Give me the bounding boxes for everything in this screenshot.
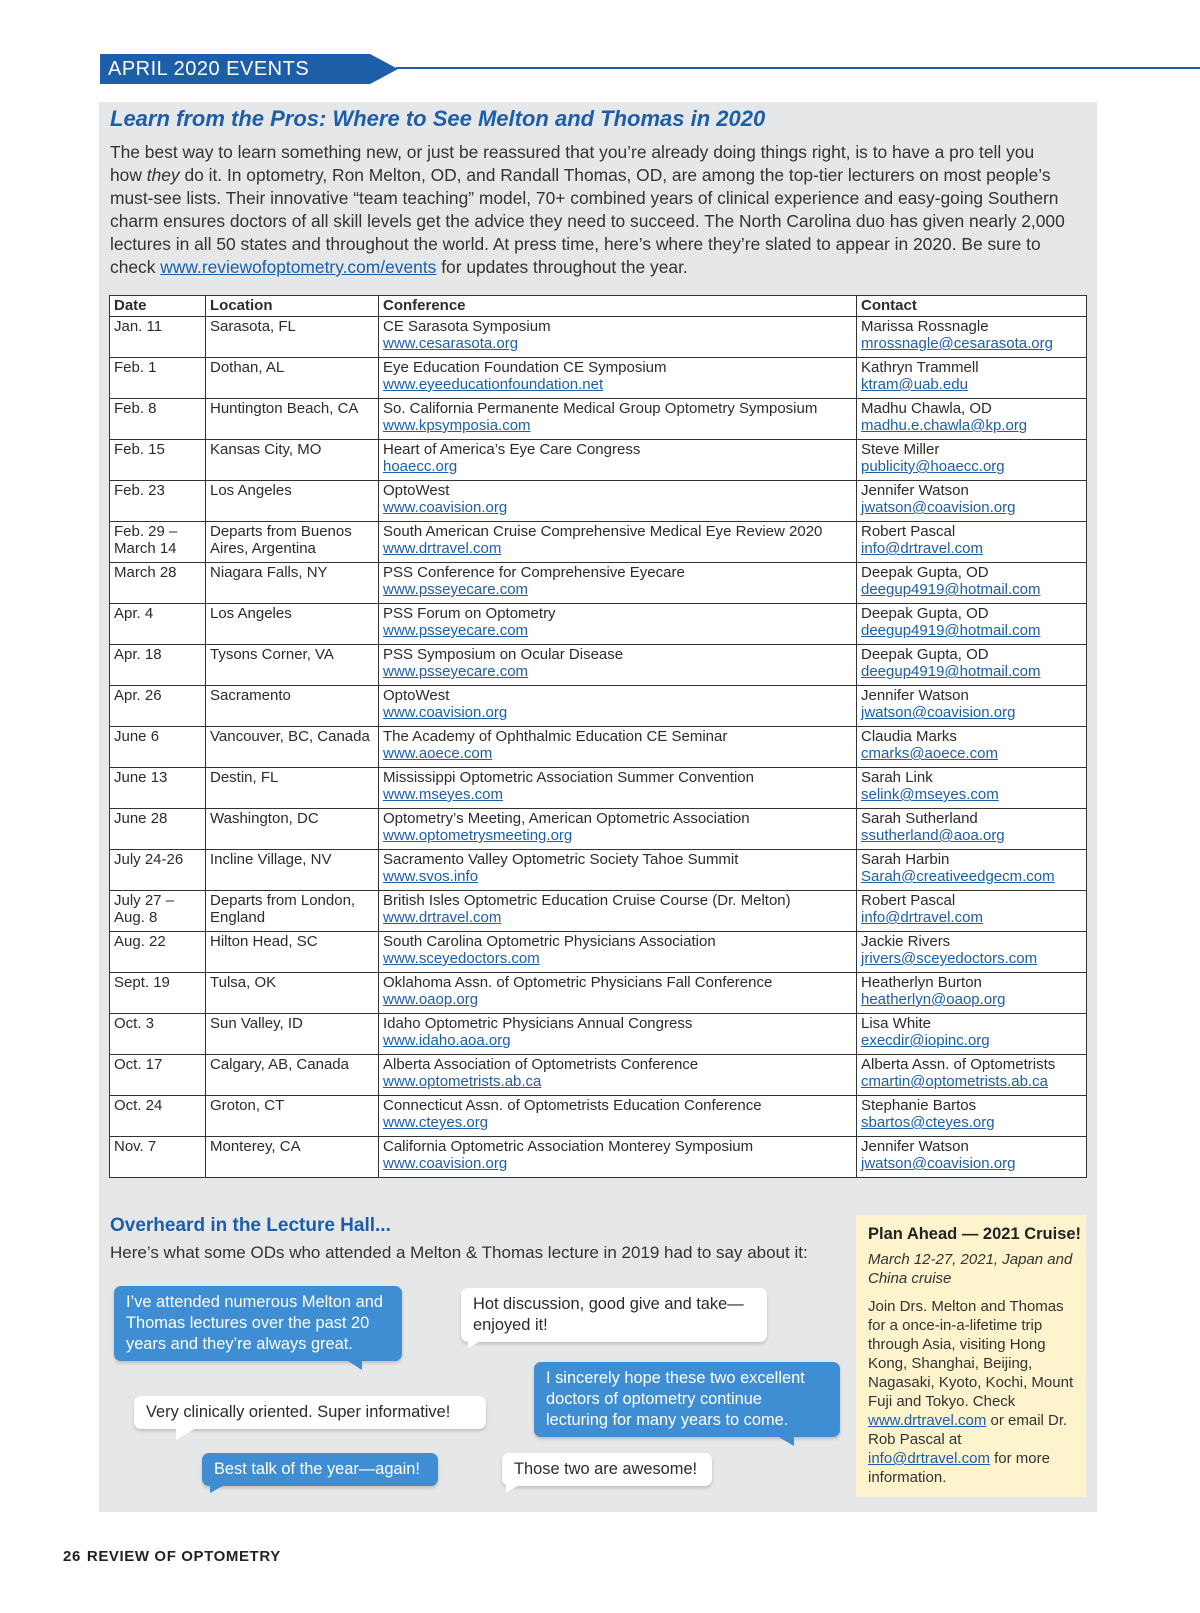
contact-name: Steve Miller — [861, 441, 940, 458]
section-banner — [100, 54, 398, 84]
event-date: June 28 — [114, 810, 168, 827]
conference-name: South Carolina Optometric Physicians Association — [383, 933, 716, 950]
cell-conference — [379, 1096, 857, 1137]
bubble-tail — [468, 1336, 490, 1348]
contact-name: Deepak Gupta, OD — [861, 564, 989, 581]
conference-link[interactable]: www.svos.info — [383, 868, 479, 885]
contact-name: Jennifer Watson — [861, 687, 969, 704]
conference-name: Connecticut Assn. of Optometrists Education Conference — [383, 1097, 762, 1114]
cell-date — [110, 1055, 206, 1096]
event-date: July 24-26 — [114, 851, 184, 868]
event-location: Groton, CT — [210, 1097, 285, 1114]
cell-location — [206, 768, 379, 809]
contact-name: Kathryn Trammell — [861, 359, 979, 376]
event-date: Aug. 22 — [114, 933, 166, 950]
cell-contact — [857, 1014, 1087, 1055]
contact-email-link[interactable]: selink@mseyes.com — [861, 786, 999, 803]
cell-location — [206, 686, 379, 727]
conference-name: CE Sarasota Symposium — [383, 318, 551, 335]
conference-link[interactable]: www.cteyes.org — [383, 1114, 489, 1131]
event-date: Feb. 8 — [114, 400, 157, 417]
cell-date — [110, 891, 206, 932]
conference-name: Heart of America’s Eye Care Congress — [383, 441, 641, 458]
event-location: Kansas City, MO — [210, 441, 322, 458]
conference-link[interactable]: www.coavision.org — [383, 499, 508, 516]
conference-name: Idaho Optometric Physicians Annual Congress — [383, 1015, 693, 1032]
cell-location — [206, 1137, 379, 1178]
overheard-title: Overheard in the Lecture Hall... — [110, 1215, 391, 1236]
conference-link[interactable]: www.optometrists.ab.ca — [383, 1073, 542, 1090]
cell-conference — [379, 768, 857, 809]
table-row — [110, 440, 1087, 481]
event-location: Calgary, AB, Canada — [210, 1056, 349, 1073]
conference-name: OptoWest — [383, 482, 450, 499]
table-row — [110, 768, 1087, 809]
bubble-tail — [506, 1483, 522, 1493]
contact-email-link[interactable]: deegup4919@hotmail.com — [861, 581, 1041, 598]
quote-bubble — [461, 1288, 767, 1342]
table-row — [110, 973, 1087, 1014]
contact-email-link[interactable]: jwatson@coavision.org — [861, 499, 1016, 516]
cell-date — [110, 809, 206, 850]
cell-date — [110, 440, 206, 481]
event-location: Incline Village, NV — [210, 851, 332, 868]
conference-link[interactable]: www.coavision.org — [383, 704, 508, 721]
cell-conference — [379, 891, 857, 932]
cell-location — [206, 604, 379, 645]
cell-location — [206, 727, 379, 768]
event-date: Oct. 3 — [114, 1015, 155, 1032]
cell-date — [110, 1014, 206, 1055]
intro-text-2: do it. In optometry, Ron Melton, OD, and Randall Thomas, OD, are among the top-tier lecturers on most people’s must-see lists. Their innovative “team teaching” model, 70+ combined years of clinical experience and easy-going Southern charm ensures doctors of all skill levels get the advice they need to succeed. The North Carolina duo has given nearly 2,000 lectures in all 50 states and throughout the world. At press time, here’s where they’re slated to appear in 2020. Be sure to check — [110, 165, 1065, 277]
cell-date — [110, 1096, 206, 1137]
event-location: Vancouver, BC, Canada — [210, 728, 370, 745]
cell-conference — [379, 973, 857, 1014]
cruise-text-3: for more information. — [868, 1450, 1050, 1486]
contact-name: Claudia Marks — [861, 728, 957, 745]
conference-link[interactable]: www.aoece.com — [383, 745, 493, 762]
table-row — [110, 522, 1087, 563]
contact-email-link[interactable]: deegup4919@hotmail.com — [861, 663, 1041, 680]
cell-conference — [379, 358, 857, 399]
contact-name: Jennifer Watson — [861, 482, 969, 499]
bubble-tail — [176, 1428, 196, 1440]
events-table — [109, 295, 1087, 1178]
drtravel-email-link[interactable]: info@drtravel.com — [868, 1450, 990, 1467]
cruise-description — [868, 1297, 1080, 1487]
conference-name: Optometry’s Meeting, American Optometric Association — [383, 810, 750, 827]
conference-link[interactable]: www.eyeeducationfoundation.net — [383, 376, 604, 393]
intro-text-3: for updates throughout the year. — [436, 257, 688, 277]
header-date: Date — [110, 296, 206, 317]
cell-conference — [379, 440, 857, 481]
cell-contact — [857, 399, 1087, 440]
events-link[interactable]: www.reviewofoptometry.com/events — [160, 257, 437, 277]
contact-email-link[interactable]: ssutherland@aoa.org — [861, 827, 1005, 844]
conference-name: California Optometric Association Monterey Symposium — [383, 1138, 754, 1155]
cell-date — [110, 768, 206, 809]
drtravel-link[interactable]: www.drtravel.com — [868, 1412, 987, 1429]
cell-conference — [379, 727, 857, 768]
cell-conference — [379, 1137, 857, 1178]
table-header-row — [110, 296, 1087, 317]
cell-date — [110, 850, 206, 891]
table-row — [110, 358, 1087, 399]
conference-name: PSS Conference for Comprehensive Eyecare — [383, 564, 685, 581]
event-date: Apr. 4 — [114, 605, 154, 622]
cell-contact — [857, 358, 1087, 399]
event-location: Tysons Corner, VA — [210, 646, 334, 663]
conference-link[interactable]: www.sceyedoctors.com — [383, 950, 540, 967]
cell-conference — [379, 645, 857, 686]
cell-date — [110, 522, 206, 563]
cell-contact — [857, 932, 1087, 973]
conference-link[interactable]: www.drtravel.com — [383, 540, 502, 557]
cell-contact — [857, 645, 1087, 686]
cell-conference — [379, 399, 857, 440]
event-date: March 28 — [114, 564, 177, 581]
contact-email-link[interactable]: sbartos@cteyes.org — [861, 1114, 995, 1131]
conference-link[interactable]: www.idaho.aoa.org — [383, 1032, 511, 1049]
table-row — [110, 1096, 1087, 1137]
header-location: Location — [206, 296, 379, 317]
cell-date — [110, 317, 206, 358]
cell-contact — [857, 809, 1087, 850]
cell-contact — [857, 850, 1087, 891]
table-row — [110, 1014, 1087, 1055]
table-row — [110, 686, 1087, 727]
event-location: Sacramento — [210, 687, 291, 704]
table-row — [110, 727, 1087, 768]
conference-name: The Academy of Ophthalmic Education CE Seminar — [383, 728, 728, 745]
contact-email-link[interactable]: ktram@uab.edu — [861, 376, 968, 393]
header-rule — [396, 67, 1200, 69]
cell-location — [206, 317, 379, 358]
quote-bubble — [202, 1453, 438, 1486]
contact-name: Marissa Rossnagle — [861, 318, 989, 335]
table-row — [110, 481, 1087, 522]
table-row — [110, 1137, 1087, 1178]
quote-text: Hot discussion, good give and take— enjoyed it! — [473, 1295, 744, 1334]
conference-link[interactable]: www.psseyecare.com — [383, 663, 529, 680]
cell-conference — [379, 481, 857, 522]
table-row — [110, 891, 1087, 932]
conference-name: So. California Permanente Medical Group Optometry Symposium — [383, 400, 818, 417]
cell-date — [110, 604, 206, 645]
quote-bubble — [534, 1362, 840, 1437]
event-date: Apr. 18 — [114, 646, 162, 663]
event-date: Nov. 7 — [114, 1138, 157, 1155]
contact-email-link[interactable]: execdir@iopinc.org — [861, 1032, 990, 1049]
bubble-tail — [770, 1432, 794, 1446]
cell-contact — [857, 1055, 1087, 1096]
cell-date — [110, 399, 206, 440]
cruise-sidebar — [856, 1215, 1086, 1497]
event-location: Departs from London, England — [210, 892, 356, 926]
table-row — [110, 809, 1087, 850]
conference-name: Alberta Association of Optometrists Conference — [383, 1056, 699, 1073]
table-row — [110, 604, 1087, 645]
conference-name: British Isles Optometric Education Cruise Course (Dr. Melton) — [383, 892, 791, 909]
quote-text: I’ve attended numerous Melton and Thomas lectures over the past 20 years and they’re always great. — [126, 1293, 383, 1353]
cell-conference — [379, 563, 857, 604]
cell-location — [206, 1096, 379, 1137]
cell-location — [206, 809, 379, 850]
contact-name: Robert Pascal — [861, 523, 956, 540]
contact-name: Deepak Gupta, OD — [861, 605, 989, 622]
event-location: Huntington Beach, CA — [210, 400, 359, 417]
cell-location — [206, 973, 379, 1014]
conference-name: Mississippi Optometric Association Summer Convention — [383, 769, 754, 786]
event-location: Sun Valley, ID — [210, 1015, 303, 1032]
events-table-body — [110, 317, 1087, 1178]
conference-name: South American Cruise Comprehensive Medical Eye Review 2020 — [383, 523, 823, 540]
conference-name: PSS Symposium on Ocular Disease — [383, 646, 624, 663]
cell-date — [110, 932, 206, 973]
cell-location — [206, 481, 379, 522]
cruise-dates: March 12-27, 2021, Japan and China cruise — [868, 1251, 1073, 1287]
table-row — [110, 850, 1087, 891]
cell-date — [110, 358, 206, 399]
conference-name: PSS Forum on Optometry — [383, 605, 556, 622]
bubble-tail — [340, 1356, 362, 1370]
conference-link[interactable]: www.psseyecare.com — [383, 622, 529, 639]
cell-location — [206, 522, 379, 563]
intro-emphasis: they — [146, 165, 180, 185]
table-row — [110, 932, 1087, 973]
cell-conference — [379, 1014, 857, 1055]
cell-location — [206, 891, 379, 932]
cruise-title: Plan Ahead — 2021 Cruise! — [868, 1225, 1082, 1243]
contact-name: Sarah Sutherland — [861, 810, 978, 827]
contact-email-link[interactable]: jwatson@coavision.org — [861, 704, 1016, 721]
event-location: Hilton Head, SC — [210, 933, 318, 950]
quote-bubble — [134, 1396, 486, 1429]
cell-location — [206, 1055, 379, 1096]
cell-contact — [857, 440, 1087, 481]
cell-contact — [857, 686, 1087, 727]
contact-name: Jennifer Watson — [861, 1138, 969, 1155]
contact-name: Jackie Rivers — [861, 933, 951, 950]
quote-text: I sincerely hope these two excellent doctors of optometry continue lecturing for many years to come. — [546, 1369, 805, 1429]
cell-conference — [379, 1055, 857, 1096]
cell-date — [110, 563, 206, 604]
event-date: Feb. 15 — [114, 441, 165, 458]
conference-name: Oklahoma Assn. of Optometric Physicians Fall Conference — [383, 974, 773, 991]
cell-conference — [379, 522, 857, 563]
event-date: June 13 — [114, 769, 168, 786]
event-date: Apr. 26 — [114, 687, 162, 704]
cell-conference — [379, 809, 857, 850]
table-row — [110, 399, 1087, 440]
cell-contact — [857, 604, 1087, 645]
cell-location — [206, 850, 379, 891]
header-contact: Contact — [857, 296, 1087, 317]
cell-conference — [379, 686, 857, 727]
table-row — [110, 563, 1087, 604]
contact-name: Sarah Harbin — [861, 851, 950, 868]
cell-contact — [857, 522, 1087, 563]
event-location: Departs from Buenos Aires, Argentina — [210, 523, 352, 557]
contact-name: Lisa White — [861, 1015, 932, 1032]
cell-contact — [857, 1096, 1087, 1137]
contact-name: Robert Pascal — [861, 892, 956, 909]
contact-email-link[interactable]: jrivers@sceyedoctors.com — [861, 950, 1038, 967]
conference-link[interactable]: www.oaop.org — [383, 991, 479, 1008]
event-location: Sarasota, FL — [210, 318, 296, 335]
contact-name: Stephanie Bartos — [861, 1097, 977, 1114]
cell-contact — [857, 768, 1087, 809]
quote-text: Those two are awesome! — [514, 1460, 698, 1478]
event-location: Niagara Falls, NY — [210, 564, 328, 581]
cell-contact — [857, 973, 1087, 1014]
cell-contact — [857, 891, 1087, 932]
contact-email-link[interactable]: Sarah@creativeedgecm.com — [861, 868, 1055, 885]
conference-link[interactable]: www.cesarasota.org — [383, 335, 519, 352]
conference-link[interactable]: www.kpsymposia.com — [383, 417, 531, 434]
contact-email-link[interactable]: jwatson@coavision.org — [861, 1155, 1016, 1172]
contact-email-link[interactable]: madhu.e.chawla@kp.org — [861, 417, 1028, 434]
table-row — [110, 1055, 1087, 1096]
contact-name: Deepak Gupta, OD — [861, 646, 989, 663]
cell-date — [110, 973, 206, 1014]
event-location: Washington, DC — [210, 810, 319, 827]
conference-link[interactable]: www.optometrysmeeting.org — [383, 827, 573, 844]
event-date: July 27 –Aug. 8 — [114, 892, 175, 926]
table-row — [110, 317, 1087, 358]
cell-contact — [857, 317, 1087, 358]
event-location: Dothan, AL — [210, 359, 285, 376]
cell-contact — [857, 727, 1087, 768]
overheard-subtitle: Here’s what some ODs who attended a Melton & Thomas lecture in 2019 had to say about it: — [110, 1243, 808, 1262]
event-date: Feb. 23 — [114, 482, 165, 499]
conference-link[interactable]: www.mseyes.com — [383, 786, 504, 803]
event-location: Los Angeles — [210, 482, 292, 499]
contact-email-link[interactable]: publicity@hoaecc.org — [861, 458, 1005, 475]
cell-date — [110, 727, 206, 768]
event-date: June 6 — [114, 728, 160, 745]
cell-conference — [379, 932, 857, 973]
quote-text: Very clinically oriented. Super informative! — [146, 1403, 451, 1421]
contact-email-link[interactable]: deegup4919@hotmail.com — [861, 622, 1041, 639]
cell-date — [110, 645, 206, 686]
cell-location — [206, 645, 379, 686]
event-location: Destin, FL — [210, 769, 279, 786]
contact-email-link[interactable]: heatherlyn@oaop.org — [861, 991, 1006, 1008]
conference-link[interactable]: hoaecc.org — [383, 458, 458, 475]
intro-paragraph — [110, 141, 1070, 279]
quote-bubble — [114, 1286, 402, 1361]
cell-contact — [857, 481, 1087, 522]
table-row — [110, 645, 1087, 686]
conference-link[interactable]: www.psseyecare.com — [383, 581, 529, 598]
conference-link[interactable]: www.drtravel.com — [383, 909, 502, 926]
event-location: Los Angeles — [210, 605, 292, 622]
cell-location — [206, 440, 379, 481]
header-conference: Conference — [379, 296, 857, 317]
intro-text-1: The best way to learn something new, or just be reassured that you’re already doing things right, is to have a pro tell you how — [110, 142, 1035, 185]
cell-contact — [857, 563, 1087, 604]
cell-location — [206, 399, 379, 440]
contact-name: Heatherlyn Burton — [861, 974, 982, 991]
event-date: Jan. 11 — [114, 318, 163, 335]
bubble-tail — [210, 1483, 228, 1493]
quote-bubble — [502, 1453, 712, 1486]
section-banner-label: APRIL 2020 EVENTS — [108, 58, 310, 80]
cell-location — [206, 358, 379, 399]
event-location: Monterey, CA — [210, 1138, 301, 1155]
contact-email-link[interactable]: cmartin@optometrists.ab.ca — [861, 1073, 1048, 1090]
event-date: Sept. 19 — [114, 974, 170, 991]
contact-email-link[interactable]: info@drtravel.com — [861, 540, 983, 557]
cell-location — [206, 563, 379, 604]
event-date: Oct. 17 — [114, 1056, 163, 1073]
page-number: 26 — [63, 1548, 81, 1565]
quote-text: Best talk of the year—again! — [214, 1460, 420, 1478]
cell-date — [110, 481, 206, 522]
event-date: Oct. 24 — [114, 1097, 163, 1114]
article-headline: Learn from the Pros: Where to See Melton and Thomas in 2020 — [110, 106, 766, 131]
cell-location — [206, 1014, 379, 1055]
cell-conference — [379, 604, 857, 645]
contact-name: Alberta Assn. of Optometrists — [861, 1056, 1056, 1073]
conference-name: OptoWest — [383, 687, 450, 704]
cell-date — [110, 686, 206, 727]
cruise-text-2: or email Dr. Rob Pascal at — [868, 1412, 1068, 1448]
cell-conference — [379, 850, 857, 891]
event-date: Feb. 1 — [114, 359, 157, 376]
conference-link[interactable]: www.coavision.org — [383, 1155, 508, 1172]
contact-name: Sarah Link — [861, 769, 933, 786]
contact-email-link[interactable]: info@drtravel.com — [861, 909, 983, 926]
conference-name: Sacramento Valley Optometric Society Tahoe Summit — [383, 851, 739, 868]
cell-date — [110, 1137, 206, 1178]
cruise-text-1: Join Drs. Melton and Thomas for a once-in-a-lifetime trip through Asia, visiting Hong Kong, Shanghai, Beijing, Nagasaki, Kyoto, Kochi, Mount Fuji and Tokyo. Check — [868, 1298, 1074, 1410]
cell-contact — [857, 1137, 1087, 1178]
cell-location — [206, 932, 379, 973]
conference-name: Eye Education Foundation CE Symposium — [383, 359, 667, 376]
page-footer — [63, 1548, 281, 1565]
contact-email-link[interactable]: mrossnagle@cesarasota.org — [861, 335, 1053, 352]
cell-conference — [379, 317, 857, 358]
event-location: Tulsa, OK — [210, 974, 277, 991]
contact-email-link[interactable]: cmarks@aoece.com — [861, 745, 998, 762]
publication-name: REVIEW OF OPTOMETRY — [86, 1548, 281, 1565]
event-date: Feb. 29 –March 14 — [114, 523, 178, 557]
contact-name: Madhu Chawla, OD — [861, 400, 992, 417]
